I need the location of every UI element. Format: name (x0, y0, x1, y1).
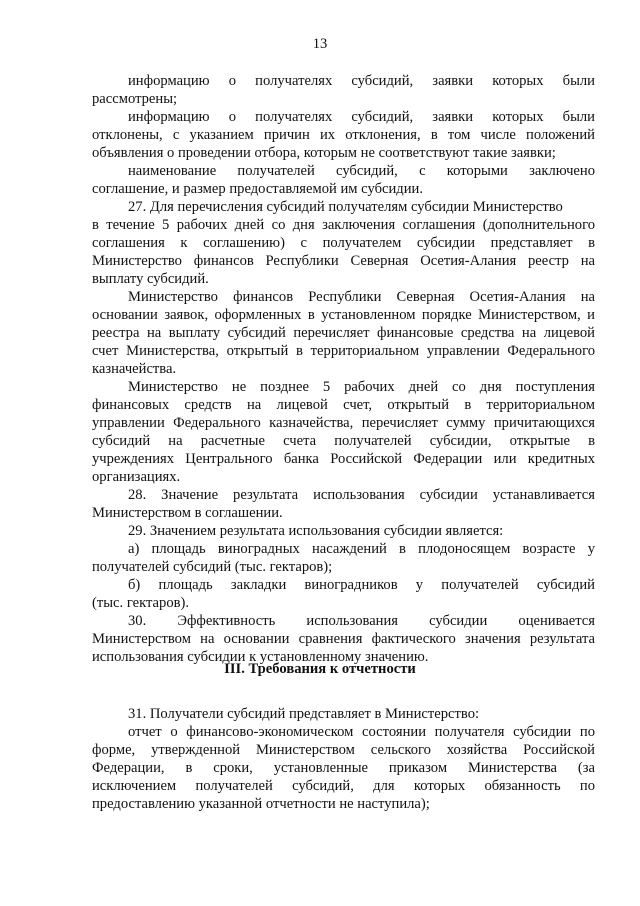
text-line: финансовых средств на лицевой счет, открытый в территориальном (92, 397, 595, 413)
text-line: 31. Получатели субсидий представляет в Министерство: (128, 706, 480, 722)
text-line: объявления о проведении отбора, которым не соответствуют такие заявки; (92, 145, 556, 161)
text-line: соглашение, и размер предоставляемой им субсидии. (92, 181, 423, 197)
page-number: 13 (312, 36, 328, 52)
text-line: Министерство финансов Республики Северная Осетия-Алания реестр на (92, 253, 595, 269)
text-line: использования субсидии к установленному значению. (92, 649, 429, 665)
text-line: в течение 5 рабочих дней со дня заключения соглашения (дополнительного (92, 217, 595, 233)
text-line: (тыс. гектаров). (92, 595, 190, 611)
text-line: отчет о финансово-экономическом состоянии получателя субсидии по (128, 724, 595, 740)
text-line: счет Министерства, открытый в территориальном управлении Федерального (92, 343, 595, 359)
text-line: 29. Значением результата использования субсидии является: (128, 523, 504, 539)
text-line: учреждениях Центрального банка Российской Федерации или кредитных (92, 451, 595, 467)
text-line: Министерство финансов Республики Северная Осетия-Алания на (128, 289, 595, 305)
text-line: информацию о получателях субсидий, заявки которых были (128, 109, 595, 125)
text-line: соглашения к соглашению) с получателем субсидии представляет в (92, 235, 595, 251)
text-line: Министерством в соглашении. (92, 505, 283, 521)
text-line: выплату субсидий. (92, 271, 209, 287)
text-line: рассмотрены; (92, 91, 178, 107)
text-line: Министерством на основании сравнения фактического значения результата (92, 631, 595, 647)
text-line: управлении Федерального казначейства, перечисляет сумму причитающихся (92, 415, 595, 431)
text-line: реестра на выплату субсидий перечисляет финансовые средства на лицевой (92, 325, 595, 341)
section-heading: III. Требования к отчетности (224, 661, 416, 677)
text-line: 30. Эффективность использования субсидии оценивается (128, 613, 595, 629)
text-line: субсидий на расчетные счета получателей субсидии, открытые в (92, 433, 595, 449)
text-line: Министерство не позднее 5 рабочих дней со дня поступления (128, 379, 595, 395)
text-line: исключением получателей субсидий, для которых обязанность по (92, 778, 595, 794)
text-line: 27. Для перечисления субсидий получателям субсидии Министерство (128, 199, 563, 215)
text-line: основании заявок, оформленных в установленном порядке Министерством, и (92, 307, 595, 323)
text-line: отклонены, с указанием причин их отклонения, в том числе положений (92, 127, 595, 143)
text-line: форме, утвержденной Министерством сельского хозяйства Российской (92, 742, 595, 758)
text-line: предоставлению указанной отчетности не наступила); (92, 796, 430, 812)
text-line: получателей субсидий (тыс. гектаров); (92, 559, 333, 575)
text-line: информацию о получателях субсидий, заявки которых были (128, 73, 595, 89)
text-line: наименование получателей субсидий, с которыми заключено (128, 163, 595, 179)
text-line: б) площадь закладки виноградников у получателей субсидий (128, 577, 595, 593)
text-line: организациях. (92, 469, 181, 485)
text-line: Федерации, в сроки, установленные приказом Министерства (за (92, 760, 595, 776)
text-line: а) площадь виноградных насаждений в плодоносящем возрасте у (128, 541, 595, 557)
text-line: казначейства. (92, 361, 177, 377)
text-line: 28. Значение результата использования субсидии устанавливается (128, 487, 595, 503)
